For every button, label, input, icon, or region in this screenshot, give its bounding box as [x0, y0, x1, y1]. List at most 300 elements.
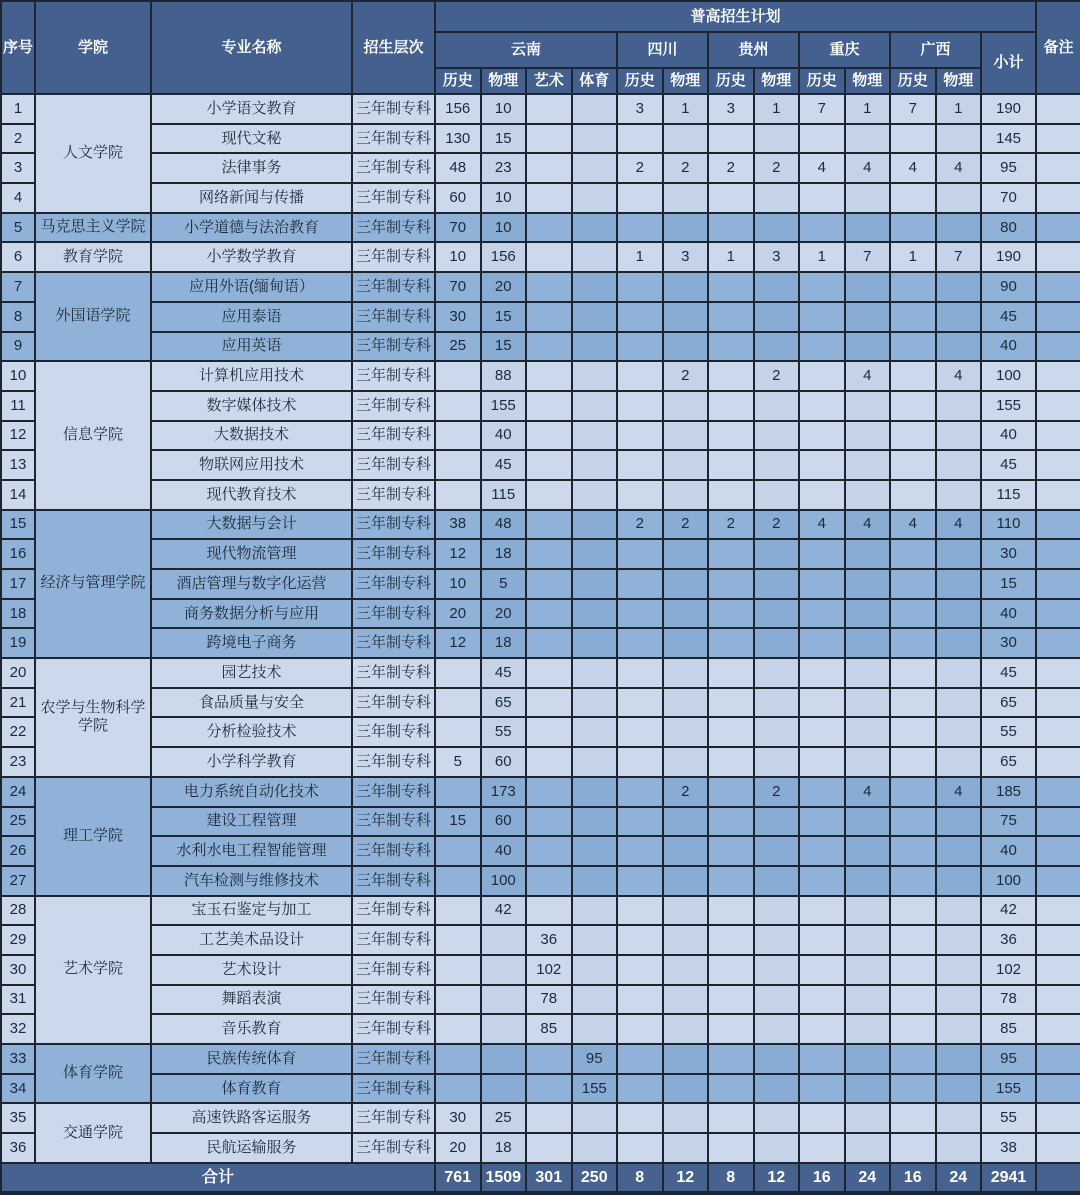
serial-cell: 14 [1, 480, 35, 510]
plan-value-cell: 4 [936, 777, 982, 807]
plan-value-cell: 95 [572, 1044, 618, 1074]
plan-value-cell: 85 [526, 1014, 572, 1044]
plan-value-cell [526, 866, 572, 896]
plan-value-cell [799, 272, 845, 302]
plan-value-cell [663, 1103, 709, 1133]
plan-value-cell [799, 1014, 845, 1044]
subtotal-cell: 78 [981, 985, 1036, 1015]
total-value-cell: 12 [754, 1163, 800, 1192]
plan-value-cell [799, 777, 845, 807]
plan-value-cell [936, 1133, 982, 1163]
plan-value-cell [936, 628, 982, 658]
major-cell: 应用泰语 [151, 302, 352, 332]
plan-value-cell [936, 539, 982, 569]
plan-value-cell [663, 836, 709, 866]
plan-value-cell [572, 183, 618, 213]
major-cell: 园艺技术 [151, 658, 352, 688]
plan-value-cell: 30 [435, 1103, 481, 1133]
plan-value-cell [617, 213, 663, 243]
total-value-cell: 1509 [481, 1163, 527, 1192]
plan-value-cell [526, 302, 572, 332]
plan-value-cell: 7 [799, 94, 845, 124]
subtotal-cell: 95 [981, 153, 1036, 183]
plan-value-cell [936, 450, 982, 480]
plan-value-cell [572, 1103, 618, 1133]
plan-value-cell [617, 1133, 663, 1163]
plan-value-cell [435, 925, 481, 955]
total-value-cell: 8 [708, 1163, 754, 1192]
plan-value-cell [435, 1014, 481, 1044]
header-province-sichuan: 四川 [617, 32, 708, 68]
header-subject: 物理 [481, 68, 527, 94]
plan-value-cell [799, 896, 845, 926]
level-cell: 三年制专科 [352, 807, 435, 837]
total-remark-cell [1036, 1163, 1080, 1192]
plan-value-cell: 12 [435, 539, 481, 569]
table-row [1, 747, 1080, 777]
plan-value-cell [708, 807, 754, 837]
plan-value-cell: 2 [663, 153, 709, 183]
plan-value-cell [663, 450, 709, 480]
subtotal-cell: 70 [981, 183, 1036, 213]
plan-value-cell [799, 658, 845, 688]
plan-value-cell [890, 599, 936, 629]
plan-value-cell [526, 599, 572, 629]
plan-value-cell [708, 450, 754, 480]
table-row [1, 896, 1080, 926]
plan-value-cell: 55 [481, 717, 527, 747]
plan-value-cell [845, 717, 891, 747]
header-subject: 历史 [617, 68, 663, 94]
plan-value-cell [936, 925, 982, 955]
plan-value-cell [799, 925, 845, 955]
plan-value-cell [754, 1133, 800, 1163]
plan-value-cell [936, 272, 982, 302]
plan-value-cell [890, 658, 936, 688]
major-cell: 小学道德与法治教育 [151, 213, 352, 243]
table-row [1, 361, 1080, 391]
header-province-guizhou: 贵州 [708, 32, 799, 68]
major-cell: 小学语文教育 [151, 94, 352, 124]
table-row [1, 1133, 1080, 1163]
plan-value-cell [617, 332, 663, 362]
college-cell: 农学与生物科学学院 [35, 658, 151, 777]
plan-value-cell [481, 985, 527, 1015]
plan-value-cell [890, 1133, 936, 1163]
level-cell: 三年制专科 [352, 985, 435, 1015]
college-cell: 外国语学院 [35, 272, 151, 361]
table-row [1, 539, 1080, 569]
plan-value-cell: 2 [617, 510, 663, 540]
header-province-chongqing: 重庆 [799, 32, 890, 68]
header-province-yunnan: 云南 [435, 32, 617, 68]
plan-value-cell [936, 332, 982, 362]
plan-value-cell [754, 1044, 800, 1074]
plan-value-cell: 42 [481, 896, 527, 926]
plan-value-cell [708, 777, 754, 807]
serial-cell: 7 [1, 272, 35, 302]
major-cell: 现代物流管理 [151, 539, 352, 569]
level-cell: 三年制专科 [352, 866, 435, 896]
level-cell: 三年制专科 [352, 1103, 435, 1133]
plan-value-cell: 3 [754, 242, 800, 272]
plan-value-cell [708, 1103, 754, 1133]
plan-value-cell [617, 539, 663, 569]
plan-value-cell [617, 896, 663, 926]
college-cell: 交通学院 [35, 1103, 151, 1162]
plan-value-cell [754, 213, 800, 243]
plan-value-cell [890, 124, 936, 154]
plan-value-cell [754, 421, 800, 451]
plan-value-cell [845, 124, 891, 154]
plan-value-cell [617, 985, 663, 1015]
plan-value-cell [890, 688, 936, 718]
plan-value-cell [799, 747, 845, 777]
plan-value-cell [572, 242, 618, 272]
plan-value-cell [708, 836, 754, 866]
plan-value-cell [617, 569, 663, 599]
serial-cell: 20 [1, 658, 35, 688]
plan-value-cell [663, 213, 709, 243]
table-row [1, 332, 1080, 362]
remark-cell [1036, 153, 1080, 183]
major-cell: 舞蹈表演 [151, 985, 352, 1015]
plan-value-cell [617, 1074, 663, 1104]
plan-value-cell: 15 [481, 302, 527, 332]
major-cell: 汽车检测与维修技术 [151, 866, 352, 896]
major-cell: 音乐教育 [151, 1014, 352, 1044]
plan-value-cell [481, 1044, 527, 1074]
remark-cell [1036, 183, 1080, 213]
plan-value-cell [617, 836, 663, 866]
plan-value-cell: 70 [435, 272, 481, 302]
serial-cell: 12 [1, 421, 35, 451]
total-value-cell: 250 [572, 1163, 618, 1192]
level-cell: 三年制专科 [352, 925, 435, 955]
plan-value-cell: 36 [526, 925, 572, 955]
plan-value-cell [617, 480, 663, 510]
plan-value-cell [936, 1074, 982, 1104]
plan-value-cell [754, 302, 800, 332]
table-row [1, 777, 1080, 807]
remark-cell [1036, 421, 1080, 451]
plan-value-cell [845, 1074, 891, 1104]
plan-value-cell [708, 628, 754, 658]
major-cell: 小学数学教育 [151, 242, 352, 272]
plan-value-cell [754, 480, 800, 510]
table-row [1, 955, 1080, 985]
subtotal-cell: 155 [981, 1074, 1036, 1104]
subtotal-cell: 42 [981, 896, 1036, 926]
table-row [1, 213, 1080, 243]
plan-value-cell [663, 807, 709, 837]
remark-cell [1036, 807, 1080, 837]
plan-value-cell: 4 [936, 361, 982, 391]
subtotal-cell: 55 [981, 1103, 1036, 1133]
plan-value-cell: 115 [481, 480, 527, 510]
plan-value-cell: 30 [435, 302, 481, 332]
header-subject: 历史 [890, 68, 936, 94]
plan-value-cell [845, 421, 891, 451]
header-subject: 物理 [936, 68, 982, 94]
plan-value-cell [708, 866, 754, 896]
plan-value-cell [663, 955, 709, 985]
plan-value-cell [617, 450, 663, 480]
plan-value-cell [617, 807, 663, 837]
college-cell: 体育学院 [35, 1044, 151, 1103]
plan-value-cell [708, 717, 754, 747]
remark-cell [1036, 1133, 1080, 1163]
plan-value-cell [708, 391, 754, 421]
major-cell: 现代教育技术 [151, 480, 352, 510]
level-cell: 三年制专科 [352, 510, 435, 540]
table-row [1, 124, 1080, 154]
plan-value-cell: 2 [663, 777, 709, 807]
plan-value-cell [754, 272, 800, 302]
plan-value-cell [663, 717, 709, 747]
subtotal-cell: 65 [981, 747, 1036, 777]
plan-value-cell [663, 688, 709, 718]
table-row [1, 925, 1080, 955]
plan-value-cell: 4 [936, 510, 982, 540]
plan-value-cell [663, 539, 709, 569]
header-subtotal: 小计 [981, 32, 1036, 94]
plan-value-cell [617, 717, 663, 747]
plan-value-cell: 4 [799, 153, 845, 183]
plan-value-cell [663, 1014, 709, 1044]
plan-value-cell: 130 [435, 124, 481, 154]
plan-value-cell: 10 [481, 94, 527, 124]
plan-value-cell [572, 955, 618, 985]
subtotal-cell: 30 [981, 628, 1036, 658]
level-cell: 三年制专科 [352, 480, 435, 510]
plan-value-cell [845, 1044, 891, 1074]
plan-value-cell [799, 361, 845, 391]
major-cell: 商务数据分析与应用 [151, 599, 352, 629]
plan-value-cell [526, 836, 572, 866]
plan-value-cell [890, 1103, 936, 1133]
major-cell: 现代文秘 [151, 124, 352, 154]
level-cell: 三年制专科 [352, 777, 435, 807]
table-row [1, 599, 1080, 629]
plan-value-cell [617, 124, 663, 154]
plan-value-cell [890, 361, 936, 391]
plan-value-cell [936, 688, 982, 718]
serial-cell: 4 [1, 183, 35, 213]
table-row [1, 391, 1080, 421]
plan-value-cell [481, 925, 527, 955]
plan-value-cell [845, 807, 891, 837]
plan-value-cell [890, 777, 936, 807]
plan-value-cell [845, 836, 891, 866]
plan-value-cell [754, 1103, 800, 1133]
plan-value-cell: 4 [845, 153, 891, 183]
plan-value-cell [936, 717, 982, 747]
remark-cell [1036, 985, 1080, 1015]
serial-cell: 19 [1, 628, 35, 658]
level-cell: 三年制专科 [352, 896, 435, 926]
serial-cell: 10 [1, 361, 35, 391]
major-cell: 宝玉石鉴定与加工 [151, 896, 352, 926]
plan-value-cell [890, 807, 936, 837]
plan-value-cell [663, 925, 709, 955]
college-cell: 理工学院 [35, 777, 151, 896]
level-cell: 三年制专科 [352, 361, 435, 391]
serial-cell: 35 [1, 1103, 35, 1133]
plan-value-cell: 5 [481, 569, 527, 599]
plan-value-cell: 18 [481, 539, 527, 569]
plan-value-cell [708, 480, 754, 510]
level-cell: 三年制专科 [352, 747, 435, 777]
plan-value-cell [890, 1014, 936, 1044]
plan-value-cell [754, 628, 800, 658]
plan-value-cell [526, 124, 572, 154]
plan-value-cell: 4 [845, 777, 891, 807]
plan-value-cell [572, 213, 618, 243]
plan-value-cell [890, 332, 936, 362]
plan-value-cell [890, 391, 936, 421]
plan-value-cell [799, 688, 845, 718]
plan-value-cell [526, 717, 572, 747]
plan-value-cell: 60 [435, 183, 481, 213]
plan-value-cell [526, 272, 572, 302]
plan-value-cell [890, 539, 936, 569]
plan-value-cell [845, 658, 891, 688]
plan-value-cell [708, 302, 754, 332]
plan-value-cell [754, 1074, 800, 1104]
plan-value-cell [617, 272, 663, 302]
plan-value-cell [572, 302, 618, 332]
plan-value-cell: 48 [435, 153, 481, 183]
level-cell: 三年制专科 [352, 569, 435, 599]
total-value-cell: 16 [890, 1163, 936, 1192]
plan-value-cell [617, 1103, 663, 1133]
plan-value-cell [890, 450, 936, 480]
plan-value-cell [572, 1014, 618, 1044]
plan-value-cell [936, 599, 982, 629]
total-subtotal-cell: 2941 [981, 1163, 1036, 1192]
remark-cell [1036, 896, 1080, 926]
subtotal-cell: 90 [981, 272, 1036, 302]
plan-value-cell [845, 183, 891, 213]
header-subject: 物理 [845, 68, 891, 94]
remark-cell [1036, 1014, 1080, 1044]
subtotal-cell: 185 [981, 777, 1036, 807]
level-cell: 三年制专科 [352, 450, 435, 480]
major-cell: 体育教育 [151, 1074, 352, 1104]
plan-value-cell [526, 807, 572, 837]
plan-value-cell [890, 1044, 936, 1074]
plan-value-cell: 20 [435, 1133, 481, 1163]
serial-cell: 33 [1, 1044, 35, 1074]
plan-value-cell: 4 [890, 510, 936, 540]
plan-value-cell: 3 [617, 94, 663, 124]
plan-value-cell [526, 1103, 572, 1133]
level-cell: 三年制专科 [352, 213, 435, 243]
plan-value-cell [936, 866, 982, 896]
plan-value-cell [799, 807, 845, 837]
total-row [1, 1163, 1080, 1192]
plan-value-cell [663, 183, 709, 213]
major-cell: 酒店管理与数字化运营 [151, 569, 352, 599]
subtotal-cell: 65 [981, 688, 1036, 718]
remark-cell [1036, 1044, 1080, 1074]
plan-value-cell [572, 391, 618, 421]
plan-value-cell [572, 272, 618, 302]
remark-cell [1036, 510, 1080, 540]
total-value-cell: 301 [526, 1163, 572, 1192]
plan-value-cell: 20 [481, 599, 527, 629]
table-row [1, 1103, 1080, 1133]
level-cell: 三年制专科 [352, 836, 435, 866]
plan-value-cell: 25 [481, 1103, 527, 1133]
plan-value-cell [708, 332, 754, 362]
plan-value-cell [663, 391, 709, 421]
plan-value-cell [799, 717, 845, 747]
plan-value-cell [435, 421, 481, 451]
level-cell: 三年制专科 [352, 599, 435, 629]
plan-value-cell: 15 [481, 124, 527, 154]
major-cell: 物联网应用技术 [151, 450, 352, 480]
plan-value-cell [890, 985, 936, 1015]
plan-value-cell: 155 [481, 391, 527, 421]
plan-value-cell: 2 [708, 153, 754, 183]
subtotal-cell: 100 [981, 866, 1036, 896]
header-college: 学院 [35, 1, 151, 94]
plan-value-cell: 45 [481, 450, 527, 480]
plan-value-cell [663, 599, 709, 629]
major-cell: 工艺美术品设计 [151, 925, 352, 955]
plan-value-cell [708, 955, 754, 985]
plan-value-cell [663, 985, 709, 1015]
plan-value-cell [663, 628, 709, 658]
plan-value-cell: 1 [799, 242, 845, 272]
plan-value-cell [663, 421, 709, 451]
plan-value-cell [572, 807, 618, 837]
subtotal-cell: 110 [981, 510, 1036, 540]
plan-value-cell [617, 302, 663, 332]
plan-value-cell [708, 985, 754, 1015]
major-cell: 大数据与会计 [151, 510, 352, 540]
plan-value-cell: 45 [481, 658, 527, 688]
serial-cell: 3 [1, 153, 35, 183]
subtotal-cell: 145 [981, 124, 1036, 154]
major-cell: 民航运输服务 [151, 1133, 352, 1163]
plan-value-cell [663, 332, 709, 362]
plan-value-cell: 60 [481, 807, 527, 837]
plan-value-cell [663, 896, 709, 926]
table-row [1, 450, 1080, 480]
plan-value-cell [890, 717, 936, 747]
plan-value-cell [526, 421, 572, 451]
remark-cell [1036, 628, 1080, 658]
plan-value-cell: 155 [572, 1074, 618, 1104]
plan-value-cell [526, 658, 572, 688]
plan-value-cell [663, 302, 709, 332]
level-cell: 三年制专科 [352, 302, 435, 332]
header-subject: 物理 [663, 68, 709, 94]
plan-value-cell [754, 391, 800, 421]
plan-value-cell [754, 658, 800, 688]
level-cell: 三年制专科 [352, 955, 435, 985]
plan-value-cell: 7 [890, 94, 936, 124]
table-row [1, 1044, 1080, 1074]
plan-value-cell [663, 480, 709, 510]
plan-value-cell [435, 777, 481, 807]
plan-value-cell [572, 866, 618, 896]
plan-value-cell [936, 985, 982, 1015]
level-cell: 三年制专科 [352, 1014, 435, 1044]
